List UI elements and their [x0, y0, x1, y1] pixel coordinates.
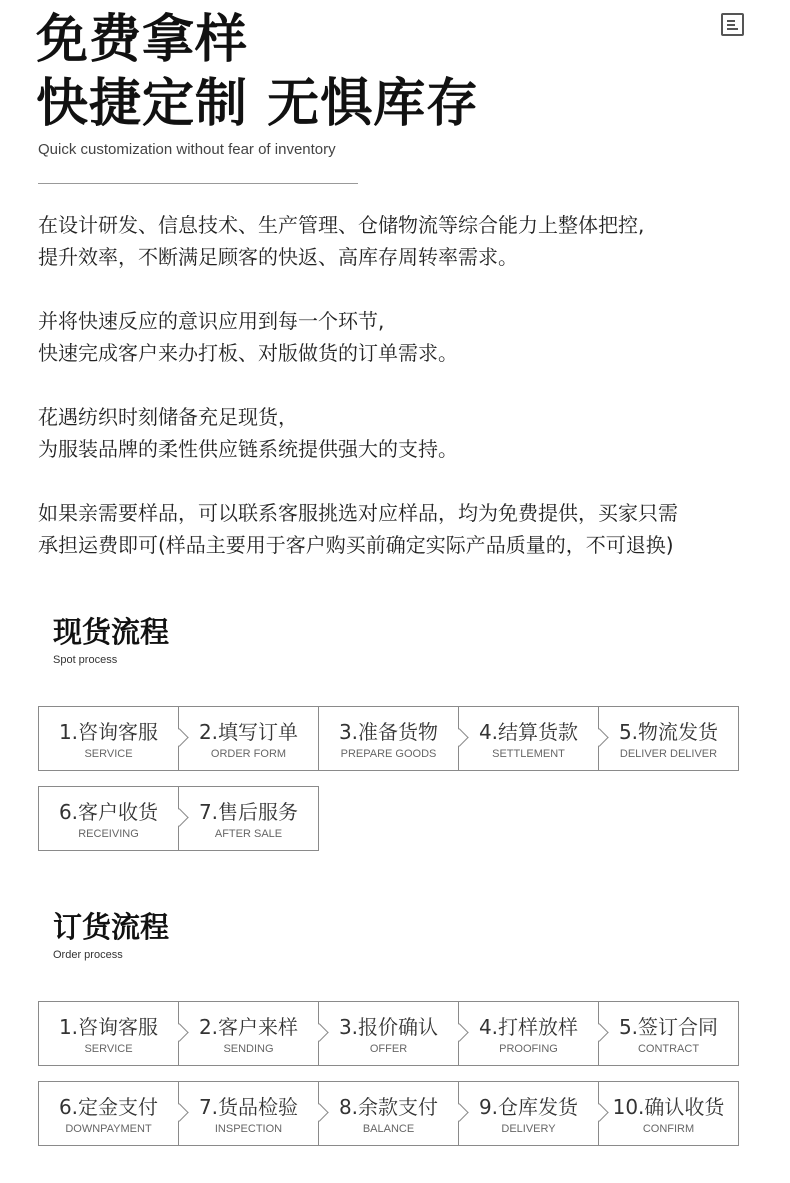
step-label: 2.填写订单 [198, 720, 299, 744]
spot-step-5 [598, 706, 739, 771]
paragraph-line: 如果亲需要样品，可以联系客服挑选对应样品，均为免费提供，买家只需 [38, 501, 678, 525]
step-english: ORDER FORM [210, 748, 287, 760]
step-english: SERVICE [84, 748, 133, 760]
order-process-row-2 [38, 1081, 739, 1146]
order-process-title: 订货流程 [53, 910, 170, 944]
spot-process-row-1 [38, 706, 739, 771]
step-label: 4.结算货款 [478, 720, 579, 744]
paragraph-line: 快速完成客户来办打板、对版做货的订单需求。 [38, 341, 458, 365]
step-english: SERVICE [84, 1043, 133, 1055]
spot-process-title: 现货流程 [53, 615, 170, 649]
order-step-9 [458, 1081, 599, 1146]
spot-process-subtitle: Spot process [53, 654, 118, 666]
step-label: 1.咨询客服 [58, 1015, 159, 1039]
page-title-line1: 免费拿样 [36, 10, 249, 70]
intro-paragraph-4 [38, 497, 768, 561]
order-step-3 [318, 1001, 459, 1066]
paragraph-line: 并将快速反应的意识应用到每一个环节, [38, 309, 385, 333]
step-english: OFFER [369, 1043, 408, 1055]
paragraph-line: 为服装品牌的柔性供应链系统提供强大的支持。 [38, 437, 458, 461]
spot-process-row-2 [38, 786, 319, 851]
paragraph-line: 承担运费即可(样品主要用于客户购买前确定实际产品质量的，不可退换) [38, 533, 674, 557]
step-label: 6.客户收货 [58, 800, 159, 824]
header-divider [38, 183, 358, 184]
order-process-subtitle: Order process [53, 949, 123, 961]
step-label: 9.仓库发货 [478, 1095, 579, 1119]
step-english: CONFIRM [642, 1123, 695, 1135]
step-label: 5.签订合同 [618, 1015, 719, 1039]
step-english: CONTRACT [637, 1043, 700, 1055]
step-english: BALANCE [362, 1123, 415, 1135]
order-step-6 [38, 1081, 179, 1146]
step-english: DELIVER DELIVER [619, 748, 718, 760]
step-label: 3.准备货物 [338, 720, 439, 744]
step-english: AFTER SALE [214, 828, 283, 840]
step-label: 3.报价确认 [338, 1015, 439, 1039]
paragraph-line: 花遇纺织时刻储备充足现货， [38, 405, 298, 429]
step-label: 8.余款支付 [338, 1095, 439, 1119]
spot-step-7 [178, 786, 319, 851]
spot-step-1 [38, 706, 179, 771]
spot-step-6 [38, 786, 179, 851]
order-step-7 [178, 1081, 319, 1146]
order-step-8 [318, 1081, 459, 1146]
paragraph-line: 在设计研发、信息技术、生产管理、仓储物流等综合能力上整体把控, [38, 213, 645, 237]
step-label: 7.货品检验 [198, 1095, 299, 1119]
step-label: 1.咨询客服 [58, 720, 159, 744]
order-step-4 [458, 1001, 599, 1066]
paragraph-line: 提升效率，不断满足顾客的快返、高库存周转率需求。 [38, 245, 518, 269]
step-label: 5.物流发货 [618, 720, 719, 744]
step-english: RECEIVING [78, 828, 139, 840]
intro-paragraph-2 [38, 305, 768, 369]
step-english: PREPARE GOODS [340, 748, 437, 760]
step-label: 10.确认收货 [612, 1095, 725, 1119]
step-english: SENDING [223, 1043, 274, 1055]
step-label: 6.定金支付 [58, 1095, 159, 1119]
spot-step-2 [178, 706, 319, 771]
order-step-10 [598, 1081, 739, 1146]
page-title-line2: 快捷定制 无惧库存 [36, 74, 480, 134]
step-english: SETTLEMENT [492, 748, 565, 760]
intro-paragraph-1 [38, 209, 768, 273]
intro-paragraph-3 [38, 401, 768, 465]
step-label: 7.售后服务 [198, 800, 299, 824]
step-label: 2.客户来样 [198, 1015, 299, 1039]
order-step-2 [178, 1001, 319, 1066]
order-step-1 [38, 1001, 179, 1066]
order-process-row-1 [38, 1001, 739, 1066]
step-english: DOWNPAYMENT [65, 1123, 152, 1135]
step-english: PROOFING [499, 1043, 558, 1055]
order-step-5 [598, 1001, 739, 1066]
menu-icon[interactable] [721, 13, 744, 36]
step-label: 4.打样放样 [478, 1015, 579, 1039]
step-english: DELIVERY [501, 1123, 556, 1135]
spot-step-3 [318, 706, 459, 771]
page-subtitle: Quick customization without fear of inventory [38, 141, 336, 158]
spot-step-4 [458, 706, 599, 771]
step-english: INSPECTION [214, 1123, 283, 1135]
